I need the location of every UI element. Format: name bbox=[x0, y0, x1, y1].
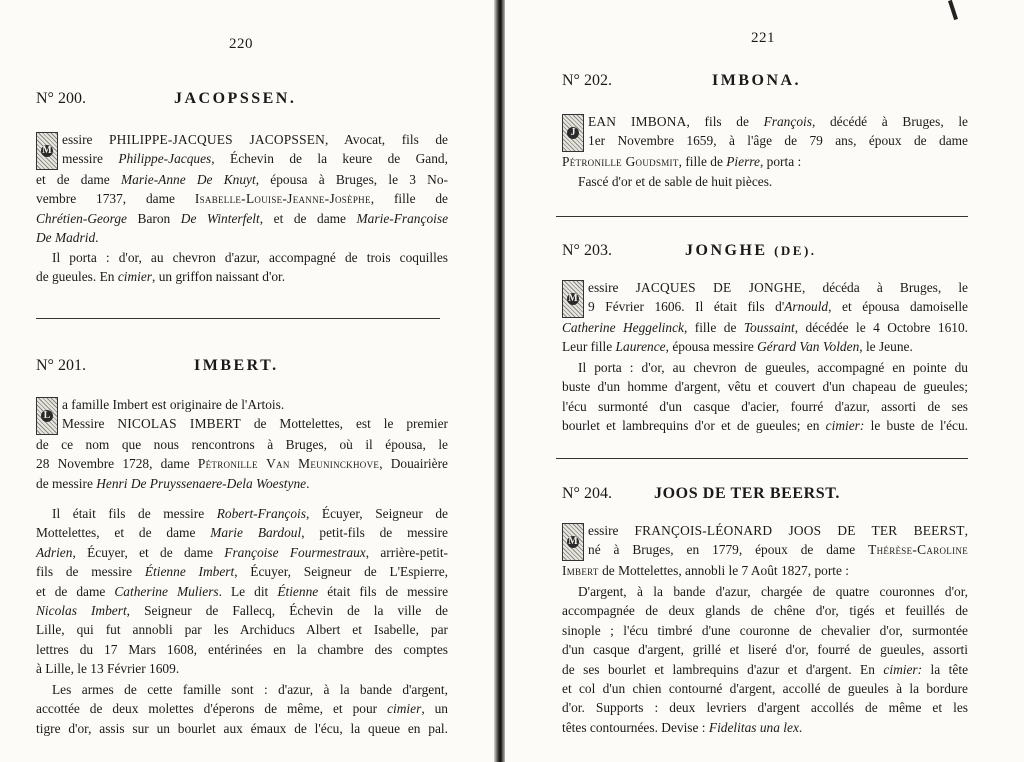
text-line: de messire Henri De Pruyssenaere-Dela Woestyne. bbox=[36, 475, 310, 491]
text-line: et de dame Marie-Anne De Knuyt, épousa à Bruges, le 3 No- bbox=[36, 172, 448, 187]
entry-200-paragraph-1 bbox=[36, 130, 448, 248]
entry-202-paragraph-1 bbox=[562, 112, 968, 171]
text-line: d'or. Supports : deux levriers d'argent accollés de même et les bbox=[562, 700, 968, 716]
drop-cap-ornament: M bbox=[562, 523, 584, 561]
text-line: De Madrid. bbox=[36, 230, 99, 246]
entry-201-paragraph-1 bbox=[36, 395, 448, 493]
text-line: Messire NICOLAS IMBERT de Mottelettes, est le premier bbox=[62, 416, 448, 432]
entry-title: JOOS DE TER BEERST. bbox=[654, 485, 840, 502]
entry-204-paragraph-2 bbox=[562, 582, 968, 737]
text-line: Imbert de Mottelettes, annobli le 7 Août 1827, porte : bbox=[562, 563, 850, 578]
entry-203-paragraph-2 bbox=[562, 358, 968, 436]
entry-title: IMBERT. bbox=[194, 357, 279, 374]
text-line: têtes contournées. Devise : Fidelitas una lex. bbox=[562, 719, 803, 735]
text-line: Il porta : d'or, au chevron de gueules, accompagné en pointe du bbox=[578, 360, 968, 375]
entry-number: N° 201. bbox=[36, 357, 86, 374]
text-line: tigre d'or, assis sur un bourlet aux émaux de l'écu, la queue en pal. bbox=[36, 720, 448, 736]
text-line: messire Philippe-Jacques, Échevin de la keure de Gand, bbox=[62, 151, 448, 167]
text-line: 28 Novembre 1728, dame Pétronille Van Meuninckhove, Douairière bbox=[36, 456, 448, 472]
right-page bbox=[505, 0, 1024, 762]
entry-200-heading bbox=[36, 90, 297, 108]
page-number-right: 221 bbox=[751, 30, 775, 46]
text-line: lettres du 17 Mars 1608, entérinées en la chambre des comptes bbox=[36, 641, 448, 657]
entry-202-paragraph-2 bbox=[562, 172, 968, 191]
text-line: essire JACQUES DE JONGHE, décéda à Bruges, le bbox=[588, 280, 968, 295]
text-line: Nicolas Imbert, Seigneur de Fallecq, Échevin de la ville de bbox=[36, 603, 448, 619]
text-line: et col d'un chien contourné d'argent, accollé de gueules à la bordure bbox=[562, 681, 968, 697]
text-line: Catherine Heggelinck, fille de Toussaint, décédée le 4 Octobre 1610. bbox=[562, 320, 968, 335]
text-line: Lille, qui fut annobli par les Archiducs Albert et Isabelle, par bbox=[36, 622, 448, 638]
text-line: de gueules. En cimier, un griffon naissant d'or. bbox=[36, 269, 286, 285]
entry-204-heading bbox=[562, 485, 840, 503]
text-line: 9 Février 1606. Il était fils d'Arnould, et épousa damoiselle bbox=[588, 299, 968, 315]
left-page bbox=[0, 0, 494, 762]
entry-title: IMBONA. bbox=[712, 72, 802, 89]
text-line: de ses bourlet et lambrequins d'azur et d'argent. En cimier: la tête bbox=[562, 661, 969, 677]
text-line: EAN IMBONA, fils de François, décédé à Bruges, le bbox=[588, 114, 969, 129]
entry-201-paragraph-3 bbox=[36, 504, 448, 679]
entry-title: JONGHE (DE). bbox=[685, 242, 817, 259]
entry-number: N° 204. bbox=[562, 485, 612, 502]
text-line: de ce nom que nous rencontrons à Bruges, où il épousa, le bbox=[36, 437, 448, 452]
section-divider bbox=[556, 216, 968, 217]
section-divider bbox=[556, 458, 968, 459]
book-gutter bbox=[494, 0, 505, 762]
drop-cap-ornament: L bbox=[36, 397, 58, 435]
entry-201-heading bbox=[36, 357, 279, 375]
text-line: né à Bruges, en 1779, époux de dame Thérèse-Caroline bbox=[588, 542, 968, 558]
drop-cap-ornament: J bbox=[562, 114, 584, 152]
text-line: Pétronille Goudsmit, fille de Pierre, porta : bbox=[562, 154, 802, 169]
text-line: sinople ; l'écu timbré d'une couronne de chevalier d'or, surmontée bbox=[562, 622, 968, 638]
text-line: l'écu surmonté d'un casque d'acier, fourré d'azur, assorti de ses bbox=[562, 398, 968, 414]
text-line: essire FRANÇOIS-LÉONARD JOOS DE TER BEERST, bbox=[588, 523, 968, 538]
entry-number: N° 203. bbox=[562, 242, 612, 259]
text-line: bourlet et lambrequins d'or et de gueules; en cimier: le buste de l'écu. bbox=[562, 418, 968, 434]
text-line: fils de messire Étienne Imbert, Écuyer, Seigneur de L'Espierre, bbox=[36, 564, 448, 580]
drop-cap-ornament: M bbox=[562, 280, 584, 318]
text-line: Leur fille Laurence, épousa messire Gérard Van Volden, le Jeune. bbox=[562, 339, 913, 355]
text-line: vembre 1737, dame Isabelle-Louise-Jeanne-Josèphe, fille de bbox=[36, 191, 449, 207]
text-line: accottée de deux molettes d'éperons de même, et pour cimier, un bbox=[36, 701, 448, 717]
text-line: Adrien, Écuyer, et de dame Françoise Fourmestraux, arrière-petit- bbox=[36, 544, 448, 560]
text-line: et de dame Catherine Muliers. Le dit Étienne était fils de messire bbox=[36, 583, 449, 599]
entry-204-paragraph-1 bbox=[562, 521, 968, 580]
entry-number: N° 202. bbox=[562, 72, 612, 89]
text-line: Il porta : d'or, au chevron d'azur, accompagné de trois coquilles bbox=[52, 250, 448, 265]
text-line: accompagnée de deux glands de chêne d'or, tigés et feuillés de bbox=[562, 603, 968, 619]
text-line: Chrétien-George Baron De Winterfelt, et de dame Marie-Françoise bbox=[36, 210, 449, 226]
text-line: à Lille, le 13 Février 1609. bbox=[36, 661, 180, 677]
text-line: Mottelettes, et de dame Marie Bardoul, petit-fils de messire bbox=[36, 525, 448, 541]
text-line: Il était fils de messire Robert-François, Écuyer, Seigneur de bbox=[52, 506, 448, 521]
entry-202-heading bbox=[562, 72, 802, 90]
text-line: 1er Novembre 1659, à l'âge de 79 ans, époux de dame bbox=[588, 133, 968, 149]
entry-203-paragraph-1 bbox=[562, 278, 968, 357]
text-line: essire PHILIPPE-JACQUES JACOPSSEN, Avocat, fils de bbox=[62, 132, 448, 147]
section-divider bbox=[36, 318, 440, 319]
entry-title: JACOPSSEN. bbox=[174, 90, 297, 107]
text-line: Les armes de cette famille sont : d'azur, à la bande d'argent, bbox=[52, 682, 448, 697]
text-line: buste d'un homme d'argent, vêtu et couvert d'un chapeau de gueules; bbox=[562, 379, 968, 395]
text-line: d'un casque d'argent, grillé et liseré d'or, fourré de gueules, assorti bbox=[562, 642, 968, 658]
text-line: D'argent, à la bande d'azur, chargée de quatre couronnes d'or, bbox=[578, 584, 968, 599]
entry-203-heading bbox=[562, 242, 817, 260]
text-line: Fascé d'or et de sable de huit pièces. bbox=[578, 174, 773, 189]
entry-201-paragraph-4 bbox=[36, 680, 448, 738]
entry-200-paragraph-2 bbox=[36, 248, 448, 287]
drop-cap-ornament: M bbox=[36, 132, 58, 170]
entry-number: N° 200. bbox=[36, 90, 86, 107]
page-number-left: 220 bbox=[229, 36, 253, 52]
text-line: a famille Imbert est originaire de l'Artois. bbox=[62, 397, 285, 412]
